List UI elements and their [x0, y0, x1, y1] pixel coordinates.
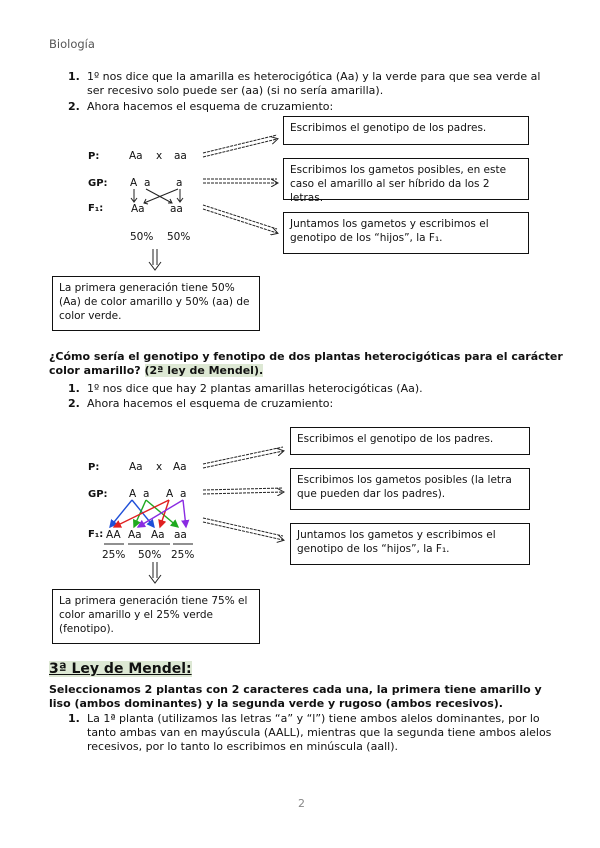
down-arrow	[149, 249, 161, 270]
percentage: 25%	[102, 549, 126, 561]
percentage: 50%	[167, 231, 191, 243]
arrow-to-parents-box	[203, 447, 283, 468]
gamete: A	[130, 177, 138, 189]
arrow-to-offspring-box	[203, 205, 277, 233]
arrow-to-gametes-box	[203, 488, 283, 494]
note-box-gametes: Escribimos los gametos posibles (la letra que pueden dar los padres).	[290, 468, 530, 510]
offspring-genotype: Aa	[128, 529, 142, 541]
label-parents: P:	[88, 462, 100, 473]
note-box-gametes: Escribimos los gametos posibles, en este caso el amarillo al ser híbrido da los 2 letras.	[283, 158, 529, 200]
offspring-genotype: Aa	[151, 529, 165, 541]
parent-genotype: Aa	[129, 150, 143, 162]
list-number: 1.	[68, 712, 80, 725]
page-number: 2	[298, 797, 305, 810]
gamete-combination-arrows	[110, 500, 186, 527]
section-title: 3ª Ley de Mendel:	[49, 661, 192, 677]
label-gametes: GP:	[88, 178, 108, 189]
note-box-offspring: Juntamos los gametos y escribimos el genotipo de los “hijos”, la F₁.	[283, 212, 529, 254]
arrow-to-parents-box	[203, 135, 277, 157]
offspring-genotype: Aa	[131, 203, 145, 215]
parent-genotype: Aa	[129, 461, 143, 473]
label-f1: F₁:	[88, 529, 104, 540]
percentage: 50%	[130, 231, 154, 243]
note-box-parents: Escribimos el genotipo de los padres.	[283, 116, 529, 145]
arrow-to-offspring-box	[203, 518, 283, 540]
list-number: 1.	[68, 70, 80, 83]
parent-genotype: Aa	[173, 461, 187, 473]
question-body: ¿Cómo sería el genotipo y fenotipo de dos plantas heterocigóticas para el carácter color amarillo?	[49, 350, 563, 377]
note-box-offspring: Juntamos los gametos y escribimos el genotipo de los “hijos”, la F₁.	[290, 523, 530, 565]
gamete: a	[143, 488, 150, 500]
offspring-genotype: aa	[174, 529, 187, 541]
list-item-text: 1º nos dice que hay 2 plantas amarillas heterocigóticas (Aa).	[87, 382, 423, 395]
conclusion-box: La primera generación tiene 50% (Aa) de color amarillo y 50% (aa) de color verde.	[52, 276, 260, 331]
list-item-line: 1º nos dice que la amarilla es heterocigótica (Aa) y la verde para que sea verde al	[87, 70, 541, 83]
gamete: a	[144, 177, 151, 189]
offspring-genotype: aa	[170, 203, 183, 215]
parent-genotype: aa	[174, 150, 187, 162]
cross-symbol: x	[156, 461, 163, 473]
section-intro: Seleccionamos 2 plantas con 2 caracteres cada una, la primera tiene amarillo y liso (ambos dominantes) y la segunda verde y rugoso (ambos recesivos).	[49, 683, 542, 710]
gamete: A	[166, 488, 174, 500]
list-number: 2.	[68, 397, 80, 410]
list-number: 1.	[68, 382, 80, 395]
gamete: a	[176, 177, 183, 189]
note-box-parents: Escribimos el genotipo de los padres.	[290, 427, 530, 455]
offspring-genotype: AA	[106, 529, 121, 541]
list-item-line: ser recesivo solo puede ser (aa) (si no sería amarilla).	[87, 84, 384, 97]
gamete: A	[129, 488, 137, 500]
label-parents: P:	[88, 151, 100, 162]
percentage: 25%	[171, 549, 195, 561]
list-number: 2.	[68, 100, 80, 113]
list-item-text: Ahora hacemos el esquema de cruzamiento:	[87, 397, 334, 410]
law-reference: (2ª ley de Mendel).	[144, 364, 264, 377]
list-item-text: Ahora hacemos el esquema de cruzamiento:	[87, 100, 334, 113]
label-f1: F₁:	[88, 203, 104, 214]
label-gametes: GP:	[88, 489, 108, 500]
gamete-cross-arrows	[131, 189, 183, 204]
arrow-to-gametes-box	[203, 179, 277, 183]
cross-symbol: x	[156, 150, 163, 162]
down-arrow	[149, 562, 161, 583]
percentage: 50%	[138, 549, 162, 561]
conclusion-box: La primera generación tiene 75% el color amarillo y el 25% verde (fenotipo).	[52, 589, 260, 644]
header-subject: Biología	[49, 37, 95, 51]
list-item-text: La 1ª planta (utilizamos las letras “a” y “l”) tiene ambos alelos dominantes, por lo tanto ambas van en mayúscula (AALL), mientras que la segunda tiene ambos alelos recesivos, por lo tanto lo escribimos en minúscula (aall).	[87, 712, 552, 753]
gamete: a	[180, 488, 187, 500]
